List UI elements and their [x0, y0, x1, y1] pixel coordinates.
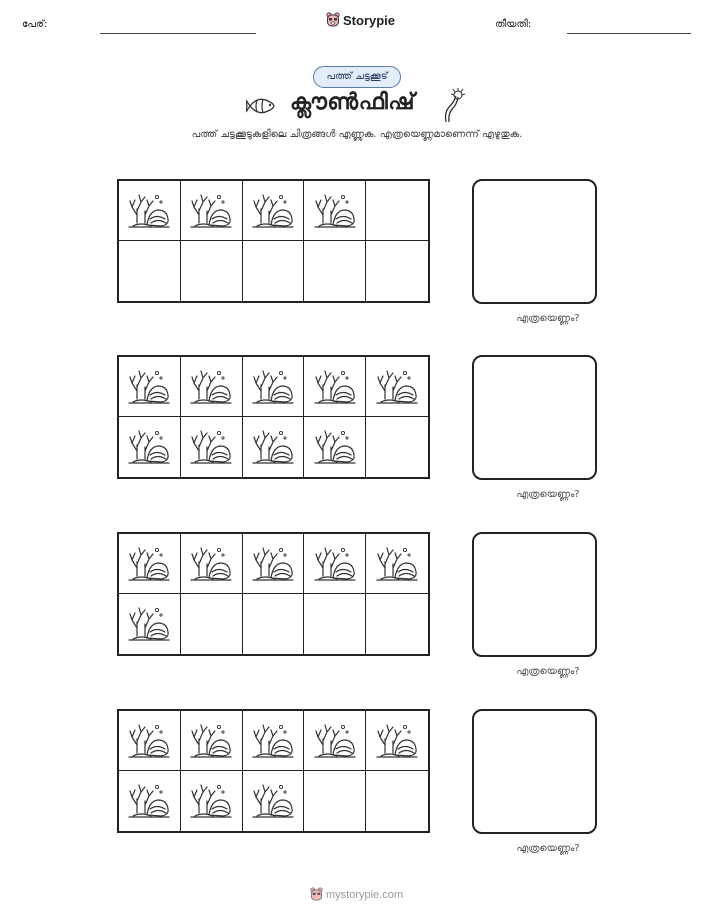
coral-icon	[127, 189, 171, 233]
coral-icon	[313, 365, 357, 409]
ten-frame-cell	[366, 181, 428, 241]
date-label: തീയതി:	[495, 19, 532, 30]
ten-frame-cell	[119, 534, 181, 594]
ten-frame-cell	[366, 357, 428, 417]
ten-frame	[117, 532, 430, 656]
date-line[interactable]	[567, 33, 691, 34]
answer-box[interactable]	[472, 355, 597, 480]
coral-icon	[251, 425, 295, 469]
ten-frame-cell	[243, 771, 305, 831]
coral-icon	[189, 779, 233, 823]
ten-frame-cell	[119, 771, 181, 831]
ten-frame-cell	[304, 181, 366, 241]
ten-frame-cell	[119, 594, 181, 654]
ten-frame-cell	[304, 534, 366, 594]
coral-icon	[189, 425, 233, 469]
answer-box[interactable]	[472, 709, 597, 834]
ten-frame-cell	[304, 771, 366, 831]
coral-icon	[189, 542, 233, 586]
ten-frame-cell	[181, 181, 243, 241]
storypie-mascot-icon	[326, 12, 340, 28]
ten-frame-cell	[181, 534, 243, 594]
ten-frame-cell	[304, 357, 366, 417]
worksheet-tag: പത്ത് ചട്ടക്കൂട്	[313, 66, 401, 88]
ten-frame-cell	[119, 181, 181, 241]
ten-frame	[117, 355, 430, 479]
ten-frame-cell	[243, 357, 305, 417]
coral-icon	[127, 779, 171, 823]
ten-frame-cell	[243, 181, 305, 241]
brand-logo	[326, 12, 395, 28]
coral-icon	[189, 189, 233, 233]
answer-box[interactable]	[472, 532, 597, 657]
coral-icon	[251, 542, 295, 586]
coral-icon	[251, 189, 295, 233]
ten-frame-cell	[366, 594, 428, 654]
clownfish-icon	[246, 94, 278, 118]
coral-icon	[189, 719, 233, 763]
coral-icon	[127, 365, 171, 409]
ten-frame-cell	[366, 241, 428, 301]
coral-icon	[127, 542, 171, 586]
coral-icon	[251, 365, 295, 409]
ten-frame-cell	[119, 417, 181, 477]
ten-frame-cell	[181, 594, 243, 654]
storypie-mascot-icon	[310, 887, 323, 902]
answer-box[interactable]	[472, 179, 597, 304]
coral-icon	[127, 719, 171, 763]
ten-frame-cell	[243, 711, 305, 771]
ten-frame-cell	[119, 711, 181, 771]
ten-frame-cell	[304, 711, 366, 771]
footer-url[interactable]: mystorypie.com	[326, 888, 404, 901]
brand-name: Storypie	[343, 12, 396, 28]
ten-frame-cell	[181, 357, 243, 417]
coral-icon	[251, 779, 295, 823]
ten-frame-cell	[181, 771, 243, 831]
ten-frame	[117, 179, 430, 303]
ten-frame-cell	[243, 534, 305, 594]
ten-frame-cell	[366, 711, 428, 771]
ten-frame-cell	[243, 241, 305, 301]
ten-frame-cell	[181, 241, 243, 301]
ten-frame-cell	[181, 417, 243, 477]
how-many-label: എത്രയെണ്ണം?	[516, 313, 580, 324]
coral-icon	[313, 425, 357, 469]
title-row	[0, 88, 714, 126]
ten-frame-cell	[366, 771, 428, 831]
instructions: പത്ത് ചട്ടക്കൂടുകളിലെ ചിത്രങ്ങൾ എണ്ണുക. എത്രയെണ്ണമാണെന്ന് എഴുതുക.	[191, 129, 523, 140]
ten-frame-cell	[119, 241, 181, 301]
name-label: പേര്:	[22, 19, 48, 30]
coral-icon	[313, 719, 357, 763]
coral-icon	[375, 719, 419, 763]
ten-frame	[117, 709, 430, 833]
ten-frame-cell	[366, 417, 428, 477]
coral-icon	[127, 425, 171, 469]
ten-frame-cell	[366, 534, 428, 594]
how-many-label: എത്രയെണ്ണം?	[516, 843, 580, 854]
ten-frame-cell	[304, 594, 366, 654]
ten-frame-cell	[119, 357, 181, 417]
page-title: ക്ലൗൺഫിഷ്	[290, 90, 415, 115]
ten-frame-cell	[243, 594, 305, 654]
how-many-label: എത്രയെണ്ണം?	[516, 666, 580, 677]
ten-frame-cell	[181, 711, 243, 771]
coral-icon	[189, 365, 233, 409]
ten-frame-cell	[304, 417, 366, 477]
ten-frame-cell	[243, 417, 305, 477]
footer	[310, 887, 403, 902]
coral-icon	[313, 189, 357, 233]
coral-icon	[375, 542, 419, 586]
coral-icon	[375, 365, 419, 409]
coral-icon	[313, 542, 357, 586]
coral-icon	[251, 719, 295, 763]
ten-frame-cell	[304, 241, 366, 301]
name-line[interactable]	[100, 33, 256, 34]
coral-icon	[127, 602, 171, 646]
how-many-label: എത്രയെണ്ണം?	[516, 489, 580, 500]
sea-anemone-icon	[440, 88, 468, 124]
